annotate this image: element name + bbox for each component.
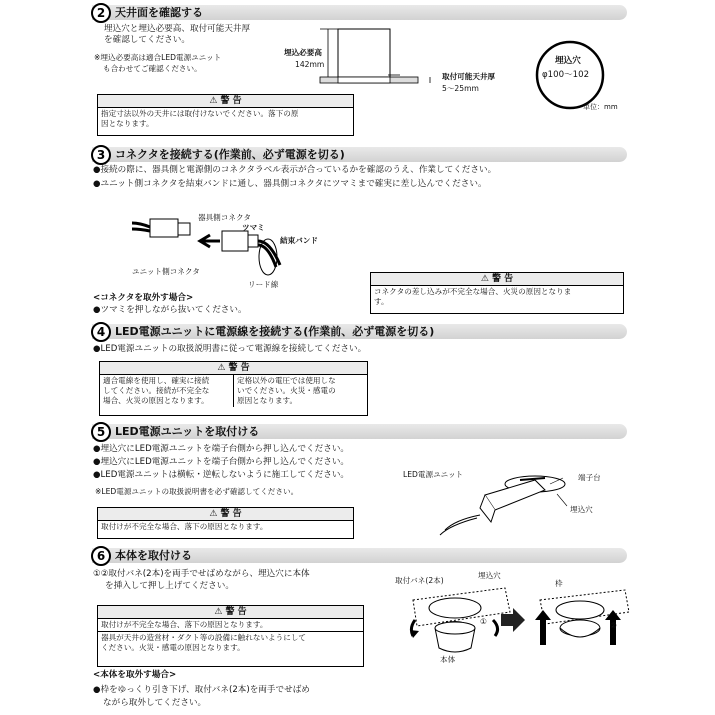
required-height-value: 142mm: [295, 60, 325, 69]
ceiling-thickness-label: 取付可能天井厚: [442, 72, 496, 81]
power-unit-diagram: [425, 470, 575, 550]
section-2-title: 天井面を確認する: [115, 6, 203, 19]
sec6-warning-line1: 取付けが不完全な場合、落下の原因となります。: [101, 620, 268, 629]
frame-label: 枠: [555, 579, 563, 588]
sec3-warning-box: [370, 272, 624, 314]
callout-2: ②: [610, 621, 617, 630]
sec5-bullet-3: ●LED電源ユニットは横転・逆転しないように施工してください。: [93, 470, 350, 480]
lead-wire-label: リード線: [248, 280, 279, 289]
sec4-warning-right: 定格以外の電圧では使用しな いでください。火災・感電の 原因となります。: [233, 375, 367, 407]
sec6-remove-line1: ●枠をゆっくり引き下げ、取付バネ(2本)を両手でせばめ: [93, 685, 310, 695]
sec6-warning-title: ⚠ 警 告: [98, 606, 363, 619]
section-2-number: 2: [91, 3, 111, 23]
sec2-warning-box: [97, 94, 354, 136]
sec5-warning-box: [97, 507, 354, 539]
sec4-bullet-1: ●LED電源ユニットの取扱説明書に従って電源線を接続してください。: [93, 344, 367, 354]
power-unit-label: LED電源ユニット: [403, 470, 464, 479]
sec2-text-line1: 埋込穴と埋込必要高、取付可能天井厚: [104, 24, 251, 34]
sec3-warning-line1: コネクタの差し込みが不完全な場合、火災の原因となりま: [374, 287, 572, 296]
sec6-warning-line2: 器具が天井の造営材・ダクト等の設備に触れないようにして: [101, 633, 307, 642]
sec3-remove-heading: <コネクタを取外す場合>: [93, 293, 194, 303]
sec2-warning-line2: 因となります。: [101, 119, 154, 128]
sec3-remove-body: ●ツマミを押しながら抜いてください。: [93, 305, 247, 315]
sec6-warning-box: [97, 605, 364, 667]
sec5-hole-label: 埋込穴: [570, 505, 593, 514]
sec3-warning-title: ⚠ 警 告: [371, 273, 623, 286]
section-3-number: 3: [91, 145, 111, 165]
sec5-bullet-1: ●埋込穴にLED電源ユニットを端子台側から押し込んでください。: [93, 444, 350, 454]
sec2-text-line2: を確認してください。: [104, 35, 190, 45]
sec3-bullet-1: ●接続の際に、器具側と電源側のコネクタラベル表示が合っているかを確認のうえ、作業してください。: [93, 165, 497, 175]
sec6-warning-line3: ください。火災・感電の原因となります。: [101, 643, 245, 652]
section-6-title: 本体を取付ける: [115, 549, 192, 562]
body-label: 本体: [440, 655, 456, 664]
section-5-title: LED電源ユニットを取付ける: [115, 425, 260, 438]
section-5-number: 5: [91, 422, 111, 442]
sec6-text-line2: を挿入して押し上げてください。: [105, 581, 234, 591]
sec5-bullet-2: ●埋込穴にLED電源ユニットを端子台側から押し込んでください。: [93, 457, 350, 467]
sec2-note-line2: も合わせてご確認ください。: [103, 64, 202, 73]
sec2-warning-title: ⚠ 警 告: [98, 95, 353, 108]
sec2-warning-line1: 指定寸法以外の天井には取付けないでください。落下の原: [101, 109, 299, 118]
fixture-connector-label: 器具側コネクタ: [198, 213, 252, 222]
sec5-note: ※LED電源ユニットの取扱説明書を必ず確認してください。: [95, 487, 299, 496]
sec5-warning-title: ⚠ 警 告: [98, 508, 353, 521]
sec4-warning-box: [99, 361, 368, 416]
terminal-block-label: 端子台: [578, 473, 601, 482]
sec6-remove-line2: ながら取外してください。: [103, 698, 207, 708]
cable-tie-label: 結束バンド: [280, 236, 318, 245]
sec3-warning-line2: す。: [374, 297, 389, 306]
spring-label: 取付バネ(2本): [395, 576, 444, 585]
tab-label: ツマミ: [242, 223, 265, 232]
sec6-hole-label: 埋込穴: [478, 571, 501, 580]
sec3-bullet-2: ●ユニット側コネクタを結束バンドに通し、器具側コネクタにツマミまで確実に差し込んでください。: [93, 179, 487, 189]
section-4-number: 4: [91, 322, 111, 342]
hole-value: φ100〜102: [542, 70, 590, 80]
section-6-number: 6: [91, 546, 111, 566]
sec4-warning-left: 適合電線を使用し、確実に接続 してください。接続が不完全な 場合、火災の原因となります。: [103, 376, 210, 405]
sec6-text-line1: ①②取付バネ(2本)を両手でせばめながら、埋込穴に本体: [93, 569, 310, 579]
unit-connector-label: ユニット側コネクタ: [132, 267, 200, 276]
required-height-label: 埋込必要高: [284, 48, 322, 57]
sec4-warning-title: ⚠ 警 告: [100, 362, 367, 375]
sec6-remove-heading: <本体を取外す場合>: [93, 670, 177, 680]
unit-mm: 単位：mm: [583, 103, 618, 111]
section-4-title: LED電源ユニットに電源線を接続する(作業前、必ず電源を切る): [115, 325, 435, 338]
section-3-title: コネクタを接続する(作業前、必ず電源を切る): [115, 148, 345, 161]
ceiling-thickness-value: 5〜25mm: [442, 84, 479, 93]
sec5-warning-line1: 取付けが不完全な場合、落下の原因となります。: [101, 522, 268, 531]
callout-1: ①: [480, 617, 487, 626]
hole-label: 埋込穴: [555, 56, 581, 66]
sec2-note-line1: ※埋込必要高は適合LED電源ユニット: [94, 53, 222, 62]
